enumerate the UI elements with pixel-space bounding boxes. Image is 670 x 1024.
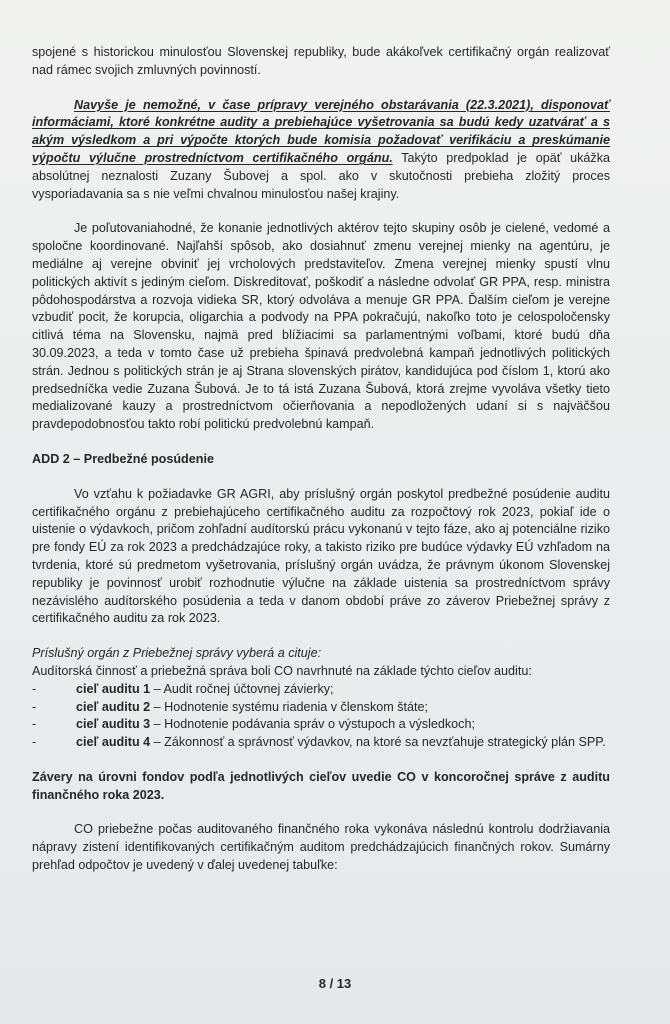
audit-goals-list bbox=[32, 681, 610, 752]
section-heading-add2: ADD 2 – Predbežné posúdenie bbox=[32, 451, 214, 466]
goal-label: cieľ auditu 3 bbox=[76, 717, 151, 732]
list-item bbox=[32, 699, 610, 717]
goal-text: – Audit ročnej účtovnej závierky; bbox=[150, 681, 334, 696]
citation-line: Audítorská činnosť a priebežná správa boli CO navrhnuté na základe týchto cieľov auditu: bbox=[32, 663, 532, 678]
goal-text: – Zákonnosť a správnosť výdavkov, na ktoré sa nevzťahuje strategický plán SPP. bbox=[150, 735, 606, 750]
goal-label: cieľ auditu 1 bbox=[76, 681, 151, 696]
list-item bbox=[32, 681, 610, 699]
list-dash: - bbox=[32, 717, 37, 732]
conclusions-heading: Závery na úrovni fondov podľa jednotlivých cieľov uvedie CO v koncoročnej správe z auditu finančného roka 2023. bbox=[32, 769, 610, 802]
goal-text: – Hodnotenie podávania správ o výstupoch a výsledkoch; bbox=[150, 717, 475, 732]
list-dash: - bbox=[32, 735, 37, 750]
paragraph-preliminary-assessment: Vo vzťahu k požiadavke GR AGRI, aby príslušný orgán poskytol predbežné posúdenie auditu certifikačného orgánu z prebiehajúceho certifikačného auditu za rozpočtový rok 2023, pokiaľ ide o uistenie o výdavkoch, pričom zohľadní audítorskú prácu vykonanú v tejto fáze, ako aj potenciálne riziko pre fondy EÚ za rok 2023 a predchádzajúce roky, a takisto riziko pre budúce výdavky EÚ vzhľadom na tvrdenia, ktoré sú predmetom vyšetrovania, príslušný orgán uvádza, že právnym úkonom Slovenskej republiky je povinnosť urobiť rozhodnutie výlučne na základe uistenia sa prostredníctvom správy nezávislého audítorského posúdenia a teda v danom období práve zo záverov Priebežnej správy z certifikačného auditu za rok 2023. bbox=[32, 486, 610, 626]
citation-intro: Príslušný orgán z Priebežnej správy vyberá a cituje: bbox=[32, 646, 322, 661]
list-item bbox=[32, 734, 610, 752]
list-dash: - bbox=[32, 699, 37, 714]
list-dash: - bbox=[32, 681, 37, 696]
paragraph-tender bbox=[32, 97, 610, 204]
paragraph-actors: Je poľutovaniahodné, že konanie jednotlivých aktérov tejto skupiny osôb je cielené, vedomé a spoločne koordinované. Najľahší spôsob, ako dosiahnuť zmenu verejnej mienky na agentúru, je mediálne aj verejne obviniť jej vrcholových predstaviteľov. Zmena verejnej mienky spustí vlnu politických aktivít s jediným cieľom. Diskreditovať, poškodiť a následne odvolať GR PPA, resp. ministra pôdohospodárstva a rozvoja vidieka SR, ktorý odvoláva a menuje GR PPA. Ďalším cieľom je verejne vzbudiť pocit, že korupcia, oligarchia a podvody na PPA pokračujú, nakoľko toto je celospoločensky citlivá téma na Slovensku, najmä pred blížiacimi sa parlamentnými voľbami, ktoré budú dňa 30.09.2023, a teda v tomto čase už prebieha špinavá predvolebná kampaň jednotlivých politických strán. Jednou s politických strán je aj Strana slovenských pirátov, kandidujúca pod číslom 1, ktorú ako predsedníčka vedie Zuzana Šubová. Je to tá istá Zuzana Šubová, ktorá zrejme vyvoláva všetky tieto medializované kauzy a prostredníctvom očierňovania a nepodložených udaní si s najväčšou pravdepodobnosťou takto robí politickú predvolebnú kampaň. bbox=[32, 221, 610, 432]
emphasized-statement: Navyše je nemožné, v čase prípravy verejného obstarávania (22.3.2021), disponovať informáciami, ktoré konkrétne audity a prebiehajúce vyšetrovania sa budú kedy uzatvárať a s akým výsledkom a pri výpočte ktorých bude komisia požadovať verifikáciu a preskúmanie výpočtu výlučne prostredníctvom certifikačného orgánu. bbox=[32, 97, 610, 165]
document-body bbox=[32, 44, 610, 875]
paragraph-continuation: spojené s historickou minulosťou Slovenskej republiky, bude akákoľvek certifikačný orgán realizovať nad rámec svojich zmluvných povinností. bbox=[32, 45, 610, 77]
page-number: 8 / 13 bbox=[318, 976, 352, 991]
paragraph-follow-up: CO priebežne počas auditovaného finančného roka vykonáva následnú kontrolu dodržiavania nápravy zistení identifikovaných certifikačným auditom predchádzajúcich finančných rokov. Sumárny prehľad odpočtov je uvedený v ďalej uvedenej tabuľke: bbox=[32, 822, 610, 873]
goal-text: – Hodnotenie systému riadenia v členskom štáte; bbox=[150, 699, 429, 714]
goal-label: cieľ auditu 2 bbox=[76, 699, 151, 714]
goal-label: cieľ auditu 4 bbox=[76, 735, 151, 750]
paragraph-tender-rest: Takýto predpoklad je opäť ukážka absolútnej neznalosti Zuzany Šubovej a spol. ako v skutočnosti prebieha zložitý proces vysporiadavania sa s nie veľmi chvalnou minulosťou našej krajiny. bbox=[32, 150, 610, 201]
list-item bbox=[32, 716, 610, 734]
